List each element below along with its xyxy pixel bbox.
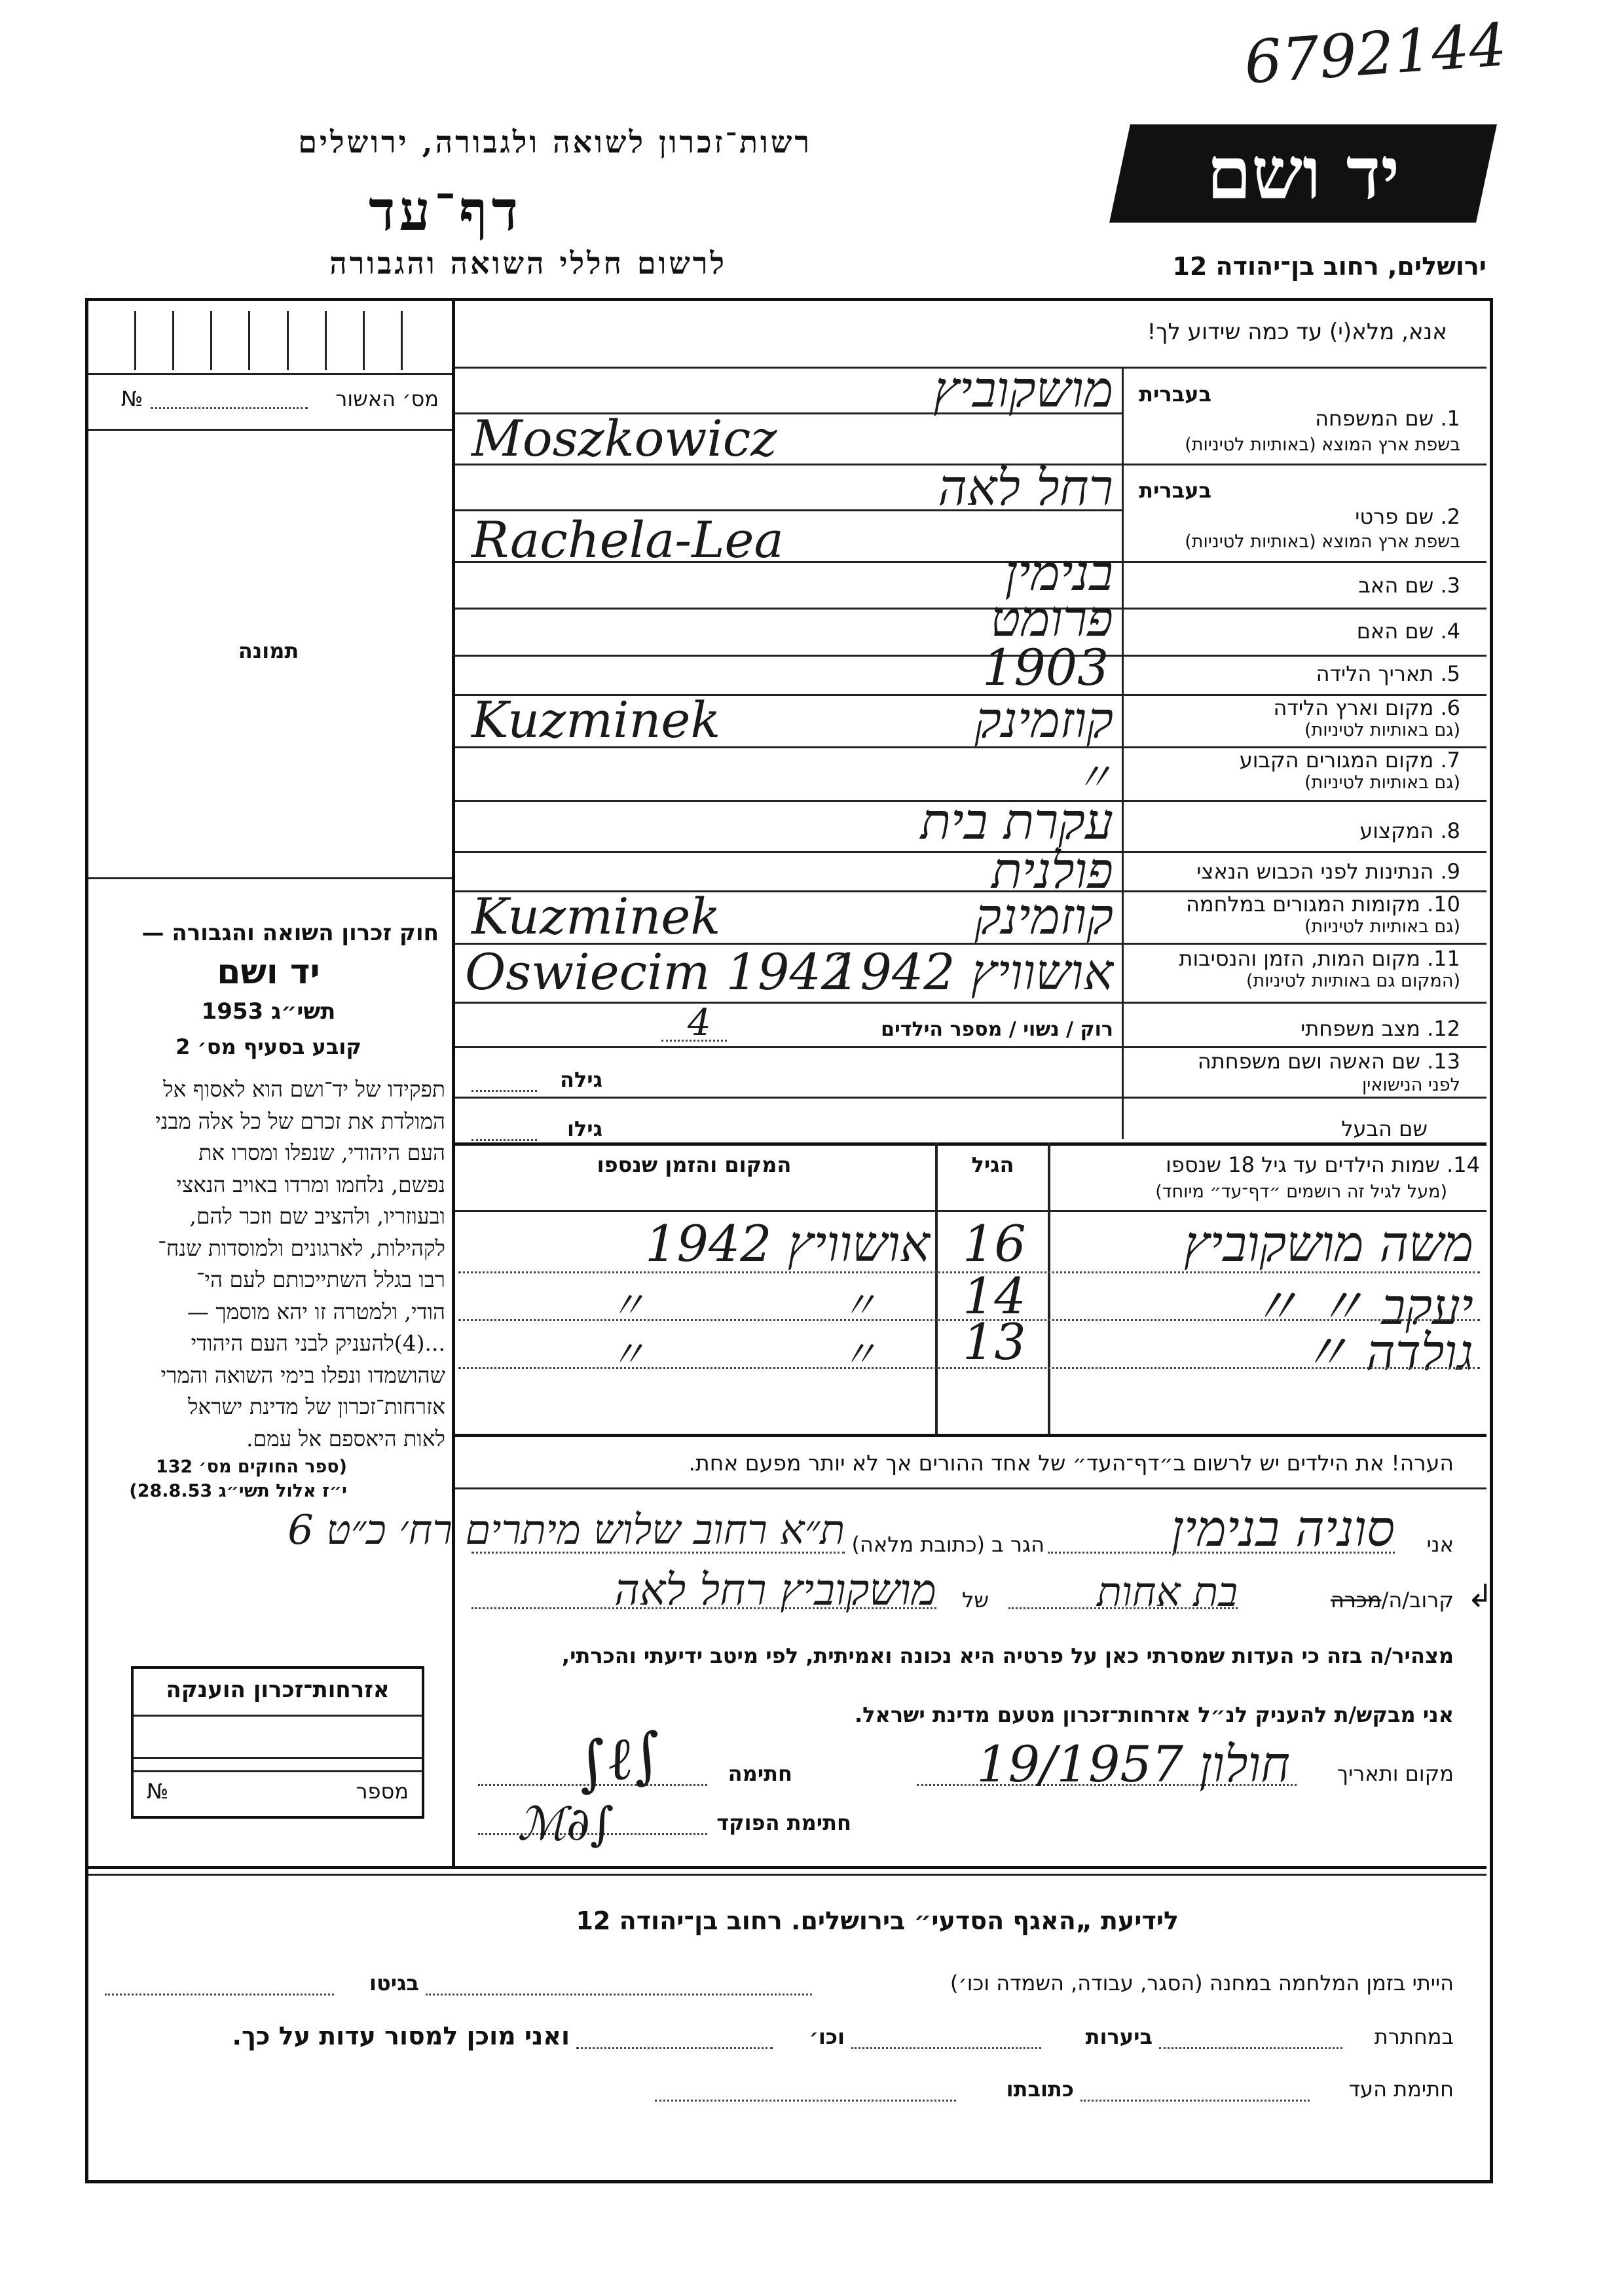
law-text-line: רבו בגלל השתייכותם לעם הי־ [196,1267,445,1292]
relation-value: בת אחות [1097,1568,1238,1616]
declaration-i-label: אני [1426,1532,1454,1557]
children-count-value: 4 [688,1002,711,1044]
footer-line2-a: במחתרת [1374,2024,1454,2049]
signature-label: חתימה [728,1761,792,1786]
officer-signature-label: חתימת הפוקד [716,1810,851,1835]
resides-label: הגר ב (כתובת מלאה) [851,1532,1044,1557]
row13-sub: לפני הנישואין [1361,1075,1460,1095]
husband-age-label: גילו [566,1116,602,1141]
logo-text: יד ושם [1206,131,1400,215]
row1-label: 1. שם המשפחה [1315,406,1460,431]
row4-label: 4. שם האם [1356,619,1460,644]
children-place-col-divider [1048,1142,1050,1434]
law-name: יד ושם [217,953,320,992]
given-name-hebrew-value: רחל לאה [938,458,1113,517]
surname-hebrew-value: מושקוביץ [933,360,1113,418]
row1-in-hebrew: בעברית [1139,382,1211,407]
footer-line2-d: ואני מוכן למסור עדות על כך. [232,2022,570,2050]
father-name-value: בנימין [1005,543,1113,602]
statement-2: אני מבקש/ת להעניק לנ״ל אזרחות־זכרון מטעם מדינת ישראל. [855,1702,1454,1727]
row10-sub: (גם באותיות לטיניות) [1304,917,1460,937]
form-subtitle: לרשום חללי השואה והגבורה [329,246,727,281]
marital-options: רוק / נשוי / מספר הילדים [881,1018,1113,1041]
cert-boxes [98,311,439,370]
children-note: הערה! את הילדים יש לרשום ב״דף־העד״ של אחד ההורים אך לא יותר מפעם אחת. [688,1450,1454,1476]
footer-title: לידיעת „האגף הסדעי״ בירושלים. רחוב בן־יהודה 12 [576,1906,1179,1935]
cert-number-label: מס׳ האשור [335,386,439,411]
photo-label: תמונה [238,638,299,663]
birth-place-latin-value: Kuzminek [471,691,721,749]
officer-signature-mark: ℳ∂∫ [517,1797,614,1851]
of-label: של [962,1588,989,1613]
birth-place-hebrew-value: קוזמינק [974,691,1113,749]
law-clause: קובע בסעיף מס׳ 2 [175,1034,361,1059]
row10-label: 10. מקומות המגורים במלחמה [1185,892,1460,917]
relative-label: קרוב/ה/מכרה [1330,1588,1454,1613]
law-text-line: העם היהודי, שנפלו ומסרו את [198,1140,445,1165]
child-2-age: 14 [963,1267,1026,1325]
law-text-line: לאות היאספם אל עמם. [246,1425,445,1451]
child-3-name: גולדה 〃 [1301,1323,1473,1381]
law-text-line: ...(4)להעניק לבני העם היהודי [191,1330,445,1356]
law-text-line: אזרחות־זכרון של מדינת ישראל [187,1394,445,1419]
child-2-name: יעקב 〃 〃 [1250,1277,1473,1336]
archive-stamp-number: 6792144 [1242,10,1509,98]
row7-sub: (גם באותיות לטיניות) [1304,773,1460,793]
place-date-value: חולון 19/1957 [976,1735,1290,1793]
row2-in-hebrew: בעברית [1139,478,1211,503]
age-column-header: הגיל [971,1152,1014,1177]
row1-sub: בשפת ארץ המוצא (באותיות לטיניות) [1185,435,1460,455]
law-text-line: תפקידו של יד־ושם הוא לאסוף אל [163,1076,445,1102]
footer-line2-b: ביערות [1085,2024,1153,2049]
law-text-line: הודי, ולמטרה זו יהא מוסמך — [187,1298,445,1324]
citizenship-box [131,1666,424,1819]
signature-mark: ∫ℓ∫ [572,1719,667,1800]
left-panel-divider [452,298,455,1866]
place-date-label: מקום ותאריך [1337,1761,1454,1786]
row11-label: 11. מקום המות, הזמן והנסיבות [1179,946,1460,971]
child-3-age: 13 [963,1313,1026,1371]
place-column-header: המקום והזמן שנספו [597,1152,792,1177]
address: ירושלים, רחוב בן־יהודה 12 [1172,252,1486,281]
mother-name-value: פרומט [990,589,1113,647]
surname-latin-value: Moszkowicz [471,409,777,467]
law-text-line: לקהילות, לארגונים ולמוסדות שנח־ [158,1235,445,1261]
footer-line1-a: הייתי בזמן המלחמה במחנה (הסגר, עבודה, השמדה וכו׳) [950,1971,1454,1995]
row5-label: 5. תאריך הלידה [1316,661,1460,686]
law-year: תשי״ג 1953 [201,998,336,1025]
law-text-line: המולדת את זכרם של כל אלה מבני [155,1108,445,1134]
row13-label: 13. שם האשה ושם משפחתה [1197,1049,1460,1074]
death-place-hebrew-value: אושוויץ 1942 [828,943,1113,1001]
law-ref-2: י״ז אלול תשי״ג 28.8.53) [129,1481,347,1501]
org-line: רשות־זכרון לשואה ולגבורה, ירושלים [298,124,812,160]
row2-sub: בשפת ארץ המוצא (באותיות לטיניות) [1185,532,1460,552]
row12-label: 12. מצב משפחתי [1301,1016,1460,1041]
child-2-place: 〃 〃 [609,1285,877,1327]
footer-line2-c: וכו׳ [809,2024,845,2049]
death-place-latin-value: Oswiecim 1942 [465,943,853,1001]
cert-number-prefix: № [121,386,143,411]
children-age-col-divider [935,1142,938,1434]
residence-value: 〃 [1074,755,1113,801]
occupation-value: עקרת בית [920,792,1113,850]
child-3-place: 〃 〃 [609,1334,877,1376]
form-title: דף־עד [368,178,522,243]
yad-vashem-logo [1109,124,1497,223]
citizenship-number-prefix: № [147,1779,169,1804]
law-text-line: שהושמדו ונפלו בימי השואה והמרי [160,1362,445,1388]
address-value: ת״א רחוב שלוש מיתרים רח׳ כ״ט 6 [287,1506,845,1554]
law-ref-1: (ספר החוקים מס׳ 132 [155,1457,347,1477]
footer-line3-b: כתובתו [1006,2077,1074,2102]
instruction: אנא, מלא(י) עד כמה שידוע לך! [1147,319,1447,345]
law-text-line: נפשם, נלחמו ומרדו באויב הנאצי [176,1171,445,1197]
row7-label: 7. מקום המגורים הקבוע [1239,748,1460,773]
child-1-place: אושוויץ 1942 [645,1214,930,1273]
row11-sub: (המקום גם באותיות לטיניות) [1246,971,1460,991]
husband-label: שם הבעל [1341,1116,1428,1141]
row2-label: 2. שם פרטי [1355,504,1460,529]
footer-line1-b: בגיטו [369,1971,419,1995]
wife-age-label: גילה [559,1067,602,1092]
struck-relation: מכרה [1330,1588,1382,1613]
law-text [93,1074,445,1455]
relative-arrow-icon: ↲ [1467,1578,1494,1614]
children-sub: (מעל לגיל זה רושמים ״דף־עד״ מיוחד) [1155,1182,1447,1202]
row6-sub: (גם באותיות לטיניות) [1304,720,1460,740]
of-value: מושקוביץ רחל לאה [614,1565,936,1615]
law-text-line: ובעוזריו, ולהציב שם וזכר להם, [189,1203,445,1229]
wartime-residence-latin-value: Kuzminek [471,887,721,945]
row8-label: 8. המקצוע [1359,818,1460,843]
child-1-age: 16 [963,1214,1026,1273]
declarant-name: סוניה בנימין [1171,1499,1395,1558]
footer-line3-a: חתימת העד [1348,2077,1454,2102]
wartime-residence-hebrew-value: קוזמינק [974,887,1113,945]
row9-label: 9. הנתינות לפני הכבוש הנאצי [1196,859,1460,884]
law-title: חוק זכרון השואה והגבורה — [141,920,439,946]
row3-label: 3. שם האב [1358,573,1460,598]
citizenship-number-label: מספר [356,1779,409,1804]
child-1-name: משה מושקוביץ [1183,1214,1473,1273]
nationality-value: פולנית [991,841,1113,900]
children-header: 14. שמות הילדים עד גיל 18 שנספו [1166,1152,1480,1177]
row6-label: 6. מקום וארץ הלידה [1273,695,1460,720]
label-column-divider [1122,367,1124,1139]
given-name-latin-value: Rachela-Lea [471,511,784,569]
citizenship-box-title: אזרחות־זכרון הוענקה [166,1677,390,1703]
birth-date-value: 1903 [982,638,1109,697]
statement-1: מצהיר/ה בזה כי העדות שמסרתי כאן על פרטיה היא נכונה ואמיתית, לפי מיטב ידיעתי והכרתי, [561,1643,1454,1668]
